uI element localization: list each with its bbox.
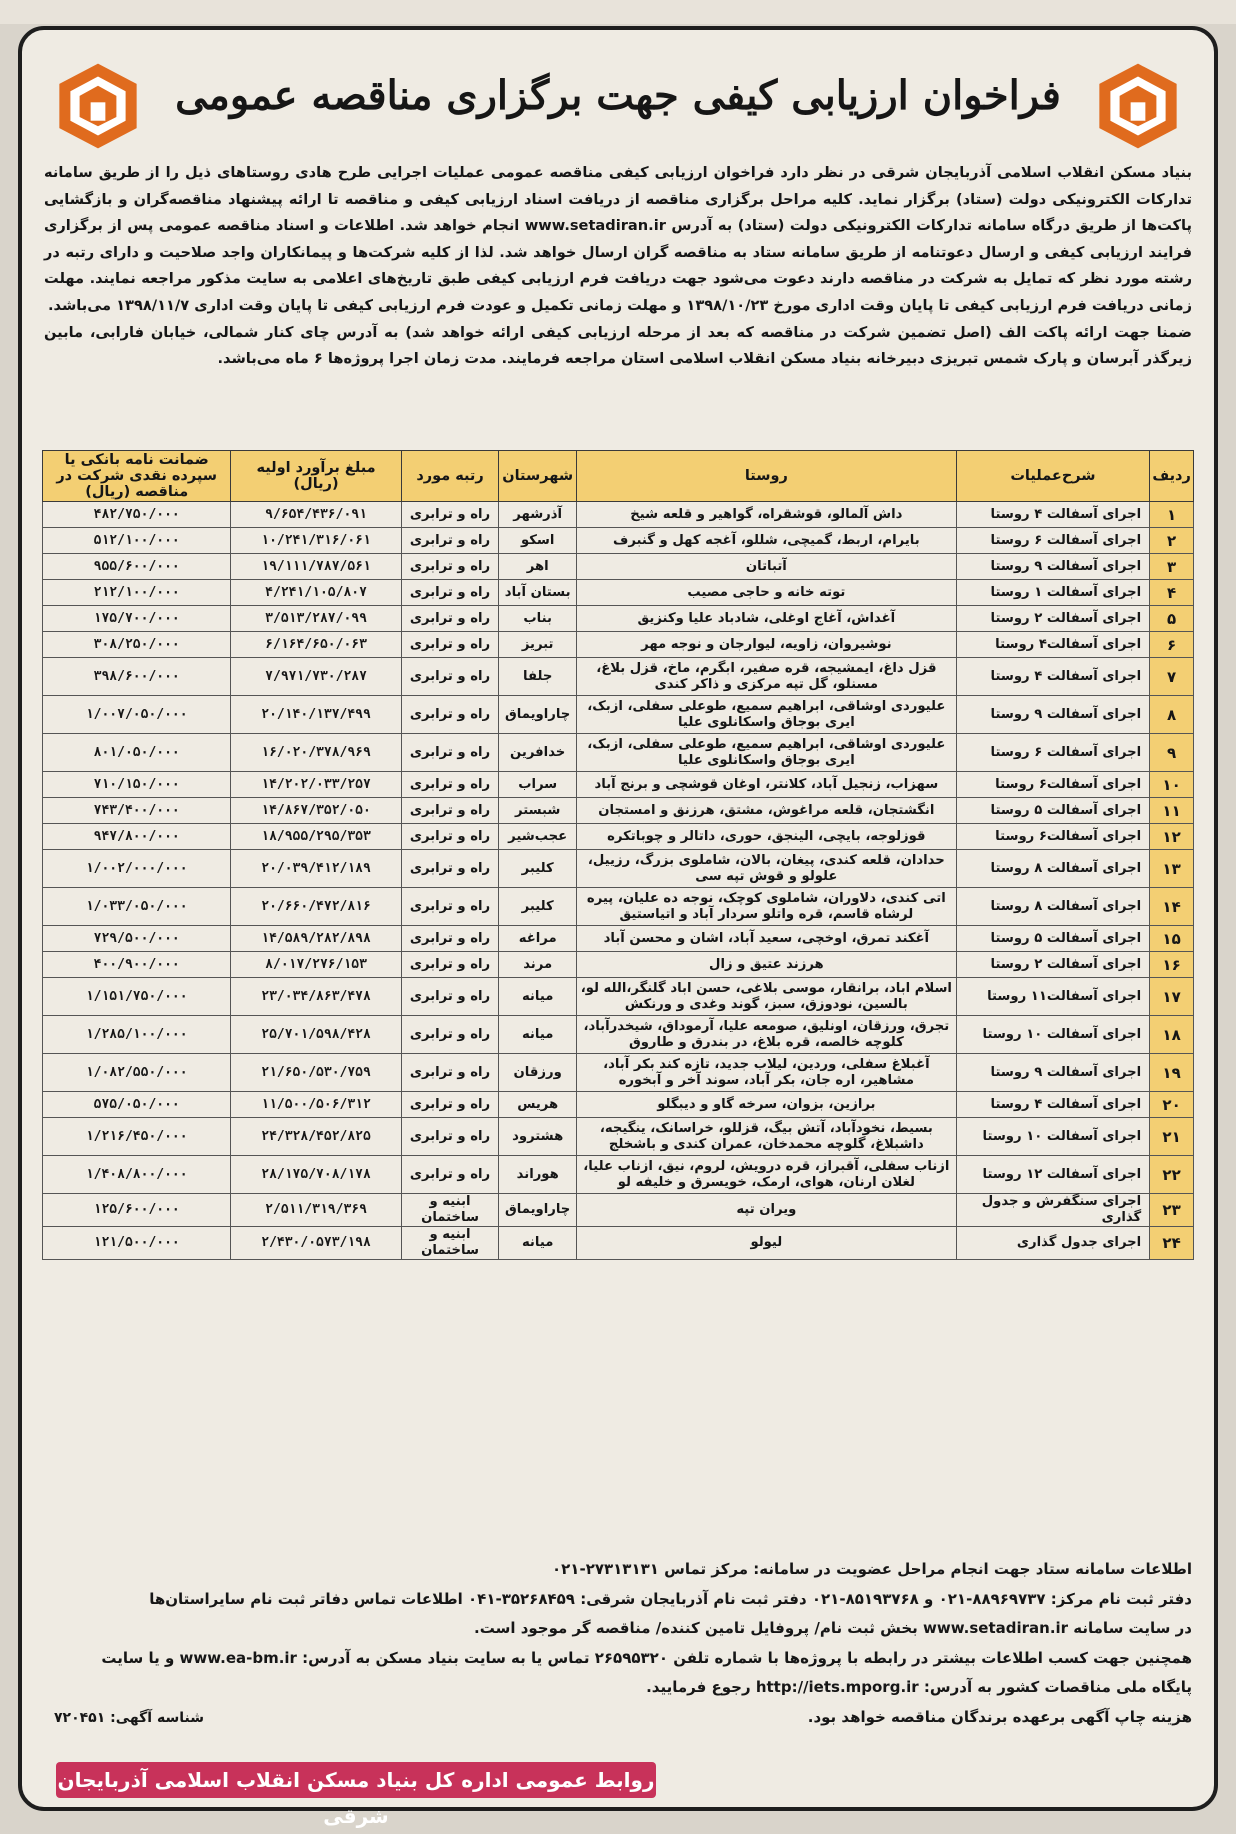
row-number-cell: ۱۹ [1150, 1054, 1194, 1092]
operation-cell: اجرای آسفالت ۹ روستا [956, 696, 1149, 734]
estimate-cell: ۷/۹۷۱/۷۳۰/۲۸۷ [231, 658, 401, 696]
guarantee-cell: ۷۲۹/۵۰۰/۰۰۰ [43, 926, 231, 952]
row-number-cell: ۲۰ [1150, 1092, 1194, 1118]
estimate-cell: ۱۶/۰۲۰/۳۷۸/۹۶۹ [231, 734, 401, 772]
grade-cell: راه و ترابری [401, 824, 499, 850]
village-cell: حدادان، قلعه کندی، پیغان، بالان، شاملوی بزرگ، رزییل، علولو و قوش تپه سی [576, 850, 956, 888]
county-cell: هشترود [499, 1118, 577, 1156]
guarantee-cell: ۹۵۵/۶۰۰/۰۰۰ [43, 554, 231, 580]
footer-line: هزینه چاپ آگهی برعهده برندگان مناقصه خواهد بود. [807, 1707, 1192, 1726]
operation-cell: اجرای آسفالت ۱۰ روستا [956, 1118, 1149, 1156]
operation-cell: اجرای آسفالت ۲ روستا [956, 952, 1149, 978]
table-row [43, 798, 1194, 824]
footer-line: همچنین جهت کسب اطلاعات بیشتر در رابطه با پروژه‌ها با شماره تلفن ۲۶۵۹۵۳۲۰ تماس یا به سایت بنیاد مسکن به آدرس: www.ea-bm.ir و یا سایت [101, 1648, 1192, 1667]
grade-cell: راه و ترابری [401, 502, 499, 528]
county-cell: شبستر [499, 798, 577, 824]
row-number-cell: ۱۳ [1150, 850, 1194, 888]
county-cell: اهر [499, 554, 577, 580]
guarantee-cell: ۱۲۱/۵۰۰/۰۰۰ [43, 1227, 231, 1260]
table-row [43, 1227, 1194, 1260]
guarantee-cell: ۳۹۸/۶۰۰/۰۰۰ [43, 658, 231, 696]
grade-cell: راه و ترابری [401, 632, 499, 658]
guarantee-cell: ۱/۰۳۳/۰۵۰/۰۰۰ [43, 888, 231, 926]
county-cell: هریس [499, 1092, 577, 1118]
guarantee-cell: ۱/۲۱۶/۴۵۰/۰۰۰ [43, 1118, 231, 1156]
county-cell: کلیبر [499, 850, 577, 888]
row-number-cell: ۳ [1150, 554, 1194, 580]
col-county: شهرستان [499, 451, 577, 502]
col-village: روستا [576, 451, 956, 502]
guarantee-cell: ۱/۰۰۲/۰۰۰/۰۰۰ [43, 850, 231, 888]
operation-cell: اجرای آسفالت ۹ روستا [956, 554, 1149, 580]
grade-cell: راه و ترابری [401, 658, 499, 696]
tender-table [42, 450, 1194, 1260]
table-row [43, 696, 1194, 734]
guarantee-cell: ۱۲۵/۶۰۰/۰۰۰ [43, 1194, 231, 1227]
operation-cell: اجرای آسفالت ۴ روستا [956, 502, 1149, 528]
footer-line: اطلاعات سامانه ستاد جهت انجام مراحل عضویت در سامانه: مرکز تماس ۲۷۳۱۳۱۳۱-۰۲۱ [551, 1560, 1192, 1578]
intro-text [44, 160, 1192, 373]
operation-cell: اجرای آسفالت ۹ روستا [956, 1054, 1149, 1092]
village-cell: اسلام اباد، برانقار، موسی بلاغی، حسن اباد گلنگر،الله لو، بالسین، نودوزق، سبز، گوند وغدی و ورنکش [576, 978, 956, 1016]
county-cell: چاراویماق [499, 1194, 577, 1227]
village-cell: لیولو [576, 1227, 956, 1260]
village-cell: برازین، بزوان، سرخه گاو و دیبگلو [576, 1092, 956, 1118]
table-row [43, 978, 1194, 1016]
operation-cell: اجرای جدول گذاری [956, 1227, 1149, 1260]
header [22, 50, 1214, 160]
row-number-cell: ۲۱ [1150, 1118, 1194, 1156]
grade-cell: راه و ترابری [401, 772, 499, 798]
village-cell: علیوردی اوشاقی، ابراهیم سمیع، طوعلی سفلی، ازبک، ایری بوجاق واسکانلوی علیا [576, 696, 956, 734]
grade-cell: راه و ترابری [401, 952, 499, 978]
operation-cell: اجرای آسفالت ۱۰ روستا [956, 1016, 1149, 1054]
grade-cell: راه و ترابری [401, 528, 499, 554]
operation-cell: اجرای آسفالت ۴ روستا [956, 658, 1149, 696]
estimate-cell: ۶/۱۶۴/۶۵۰/۰۶۳ [231, 632, 401, 658]
estimate-cell: ۲۵/۷۰۱/۵۹۸/۴۲۸ [231, 1016, 401, 1054]
table-row [43, 554, 1194, 580]
row-number-cell: ۹ [1150, 734, 1194, 772]
village-cell: بایرام، اربط، گمیچی، شللو، آغجه کهل و گنبرف [576, 528, 956, 554]
table-row [43, 772, 1194, 798]
operation-cell: اجرای آسفالت۴ روستا [956, 632, 1149, 658]
guarantee-cell: ۱/۴۰۸/۸۰۰/۰۰۰ [43, 1156, 231, 1194]
row-number-cell: ۱۸ [1150, 1016, 1194, 1054]
county-cell: مرند [499, 952, 577, 978]
table-row [43, 1092, 1194, 1118]
village-cell: داش آلمالو، قوشقراه، گواهیر و قلعه شیخ [576, 502, 956, 528]
guarantee-cell: ۷۴۳/۴۰۰/۰۰۰ [43, 798, 231, 824]
table-row [43, 606, 1194, 632]
operation-cell: اجرای آسفالت ۸ روستا [956, 888, 1149, 926]
guarantee-cell: ۹۴۷/۸۰۰/۰۰۰ [43, 824, 231, 850]
operation-cell: اجرای آسفالت ۶ روستا [956, 528, 1149, 554]
table-row [43, 1118, 1194, 1156]
top-margin [0, 0, 1236, 24]
village-cell: آغبلاغ سفلی، وردین، لیلاب جدید، تازه کند بکر آباد، مشاهیر، اره جان، بکر آباد، سوند آخر و آبخوره [576, 1054, 956, 1092]
guarantee-cell: ۳۰۸/۲۵۰/۰۰۰ [43, 632, 231, 658]
estimate-cell: ۱۹/۱۱۱/۷۸۷/۵۶۱ [231, 554, 401, 580]
operation-cell: اجرای آسفالت ۴ روستا [956, 1092, 1149, 1118]
table-row [43, 952, 1194, 978]
col-guarantee: ضمانت نامه بانکی یا سپرده نقدی شرکت در مناقصه (ریال) [43, 451, 231, 502]
village-cell: هرزند عتیق و زال [576, 952, 956, 978]
county-cell: عجب‌شیر [499, 824, 577, 850]
row-number-cell: ۲۴ [1150, 1227, 1194, 1260]
table-row [43, 502, 1194, 528]
table-body [43, 502, 1194, 1260]
page-title: فراخوان ارزیابی کیفی جهت برگزاری مناقصه عمومی [175, 72, 1061, 119]
estimate-cell: ۲۸/۱۷۵/۷۰۸/۱۷۸ [231, 1156, 401, 1194]
grade-cell: راه و ترابری [401, 888, 499, 926]
grade-cell: راه و ترابری [401, 554, 499, 580]
row-number-cell: ۲۳ [1150, 1194, 1194, 1227]
estimate-cell: ۱۰/۲۴۱/۳۱۶/۰۶۱ [231, 528, 401, 554]
village-cell: قوزلوجه، بایچی، الینجق، حوری، داتالر و چوباتکره [576, 824, 956, 850]
footer-text [44, 1555, 1192, 1732]
estimate-cell: ۳/۵۱۳/۲۸۷/۰۹۹ [231, 606, 401, 632]
village-cell: انگشتجان، قلعه مراغوش، مشتق، هرزنق و امستجان [576, 798, 956, 824]
table-row [43, 926, 1194, 952]
county-cell: جلفا [499, 658, 577, 696]
col-row-number: ردیف [1150, 451, 1194, 502]
estimate-cell: ۲۰/۱۴۰/۱۳۷/۴۹۹ [231, 696, 401, 734]
village-cell: آغداش، آغاج اوغلی، شادباد علیا وکنزیق [576, 606, 956, 632]
guarantee-cell: ۷۱۰/۱۵۰/۰۰۰ [43, 772, 231, 798]
operation-cell: اجرای آسفالت ۲ روستا [956, 606, 1149, 632]
grade-cell: راه و ترابری [401, 798, 499, 824]
footer-line: در سایت سامانه www.setadiran.ir بخش ثبت نام/ پروفایل تامین کننده/ مناقصه گر موجود است. [474, 1619, 1192, 1637]
county-cell: کلیبر [499, 888, 577, 926]
village-cell: سهزاب، زنجیل آباد، کلانتر، اوغان قوشچی و برنج آباد [576, 772, 956, 798]
village-cell: توته خانه و حاجی مصیب [576, 580, 956, 606]
table-row [43, 658, 1194, 696]
guarantee-cell: ۱/۰۰۷/۰۵۰/۰۰۰ [43, 696, 231, 734]
estimate-cell: ۸/۰۱۷/۲۷۶/۱۵۳ [231, 952, 401, 978]
operation-cell: اجرای آسفالت ۸ روستا [956, 850, 1149, 888]
operation-cell: اجرای آسفالت ۵ روستا [956, 798, 1149, 824]
operation-cell: اجرای آسفالت۶ روستا [956, 772, 1149, 798]
row-number-cell: ۸ [1150, 696, 1194, 734]
row-number-cell: ۱۷ [1150, 978, 1194, 1016]
county-cell: میانه [499, 1016, 577, 1054]
row-number-cell: ۴ [1150, 580, 1194, 606]
intro-paragraph: ضمنا جهت ارائه پاکت الف (اصل تضمین شرکت در مناقصه که بعد از مرحله ارزیابی کیفی ارائه خواهد شد) به آدرس چای کنار شمالی، خیابان فارابی، مابین زیرگذر آبرسان و پارک شمس تبریزی دبیرخانه بنیاد مسکن انقلاب اسلامی استان مراجعه فرمایند. مدت زمان اجرا پروژه‌ها ۶ ماه می‌باشد. [44, 323, 1192, 368]
grade-cell: راه و ترابری [401, 1156, 499, 1194]
grade-cell: راه و ترابری [401, 1054, 499, 1092]
county-cell: خدافرین [499, 734, 577, 772]
county-cell: مراغه [499, 926, 577, 952]
table-row [43, 1194, 1194, 1227]
village-cell: ویران تپه [576, 1194, 956, 1227]
estimate-cell: ۲۱/۶۵۰/۵۳۰/۷۵۹ [231, 1054, 401, 1092]
county-cell: سراب [499, 772, 577, 798]
estimate-cell: ۱۴/۸۶۷/۳۵۲/۰۵۰ [231, 798, 401, 824]
housing-foundation-logo-icon [52, 60, 144, 152]
row-number-cell: ۲۲ [1150, 1156, 1194, 1194]
guarantee-cell: ۱/۱۵۱/۷۵۰/۰۰۰ [43, 978, 231, 1016]
table-header-row [43, 451, 1194, 502]
guarantee-cell: ۵۷۵/۰۵۰/۰۰۰ [43, 1092, 231, 1118]
grade-cell: راه و ترابری [401, 580, 499, 606]
village-cell: تجرق، ورزقان، اونلیق، صومعه علیا، آرموداق، شیخدرآباد، کلوچه خالصه، قره بلاغ، در بندرق و طاروق [576, 1016, 956, 1054]
village-cell: بسیط، نخودآباد، آتش بیگ، قزللو، خراسانک، ینگیجه، داشبلاغ، گلوچه محمدخان، عمران کندی و باشخلج [576, 1118, 956, 1156]
intro-paragraph: بنیاد مسکن انقلاب اسلامی آذربایجان شرقی در نظر دارد فراخوان ارزیابی کیفی مناقصه عمومی عملیات اجرایی طرح هادی روستاهای ذیل را از طریق سامانه تدارکات الکترونیکی دولت (ستاد) برگزار نماید. کلیه مراحل برگزاری مناقصه از دریافت اسناد ارزیابی کیفی و مناقصه تا ارائه پیشنهاد مناقصه‌گران و بازگشایی پاکت‌ها از طریق درگاه سامانه تدارکات الکترونیکی دولت (ستاد) به آدرس www.setadiran.ir انجام خواهد شد. اطلاعات و اسناد مناقصه عمومی پس از برگزاری فرایند ارزیابی کیفی و ارسال دعوتنامه از طریق سامانه ستاد به مناقصه گران ارسال خواهد شد. لذا از کلیه شرکت‌ها و پیمانکاران واجد صلاحیت و دارای رتبه در رشته مورد نظر که تمایل به شرکت در مناقصه دارند دعوت می‌شود جهت دریافت فرم ارزیابی کیفی طبق تاریخ‌های اعلامی به سایت مذکور مراجعه نمایند. مهلت زمانی دریافت فرم ارزیابی کیفی تا پایان وقت اداری مورخ ۱۳۹۸/۱۰/۲۳ و مهلت زمانی تکمیل و عودت فرم ارزیابی کیفی تا پایان وقت اداری ۱۳۹۸/۱۱/۷ می‌باشد. [44, 164, 1192, 314]
village-cell: قزل داغ، ایمشیجه، قره صفیر، ابگرم، ماخ، قزل بلاغ، مسنلو، گل تپه مرکزی و ذاکر کندی [576, 658, 956, 696]
operation-cell: اجرای سنگفرش و جدول گذاری [956, 1194, 1149, 1227]
operation-cell: اجرای آسفالت ۵ روستا [956, 926, 1149, 952]
county-cell: اسکو [499, 528, 577, 554]
grade-cell: راه و ترابری [401, 1118, 499, 1156]
county-cell: بستان آباد [499, 580, 577, 606]
estimate-cell: ۴/۲۴۱/۱۰۵/۸۰۷ [231, 580, 401, 606]
grade-cell: راه و ترابری [401, 734, 499, 772]
row-number-cell: ۶ [1150, 632, 1194, 658]
table-row [43, 1016, 1194, 1054]
grade-cell: راه و ترابری [401, 850, 499, 888]
footer-line: دفتر ثبت نام مرکز: ۸۸۹۶۹۷۳۷-۰۲۱ و ۸۵۱۹۳۷۶۸-۰۲۱ دفتر ثبت نام آذربایجان شرقی: ۳۵۲۶۸۴۵۹-۰۴۱ اطلاعات تماس دفاتر ثبت نام سایراستان‌ها [149, 1589, 1192, 1608]
grade-cell: راه و ترابری [401, 606, 499, 632]
county-cell: میانه [499, 1227, 577, 1260]
table-row [43, 734, 1194, 772]
operation-cell: اجرای آسفالت ۱۲ روستا [956, 1156, 1149, 1194]
county-cell: تبریز [499, 632, 577, 658]
advertisement-frame [18, 26, 1218, 1828]
county-cell: چاراویماق [499, 696, 577, 734]
row-number-cell: ۲ [1150, 528, 1194, 554]
estimate-cell: ۱۴/۵۸۹/۲۸۲/۸۹۸ [231, 926, 401, 952]
estimate-cell: ۱۱/۵۰۰/۵۰۶/۳۱۲ [231, 1092, 401, 1118]
row-number-cell: ۱ [1150, 502, 1194, 528]
table-row [43, 888, 1194, 926]
table-row [43, 1054, 1194, 1092]
estimate-cell: ۲۰/۰۳۹/۴۱۲/۱۸۹ [231, 850, 401, 888]
village-cell: آغکند تمرق، اوخچی، سعید آباد، اشان و محسن آباد [576, 926, 956, 952]
grade-cell: ابنیه و ساختمان [401, 1227, 499, 1260]
estimate-cell: ۲۰/۶۶۰/۴۷۲/۸۱۶ [231, 888, 401, 926]
grade-cell: راه و ترابری [401, 1092, 499, 1118]
table-row [43, 824, 1194, 850]
guarantee-cell: ۱/۲۸۵/۱۰۰/۰۰۰ [43, 1016, 231, 1054]
grade-cell: راه و ترابری [401, 696, 499, 734]
grade-cell: ابنیه و ساختمان [401, 1194, 499, 1227]
col-operation: شرح‌عملیات [956, 451, 1149, 502]
row-number-cell: ۱۱ [1150, 798, 1194, 824]
estimate-cell: ۹/۶۵۴/۴۳۶/۰۹۱ [231, 502, 401, 528]
village-cell: ازناب سفلی، آقبراز، قره درویش، لروم، نیق، ازناب علیا، لغلان ارنان، هوای، ارمک، خویسرق و خلیفه لو [576, 1156, 956, 1194]
row-number-cell: ۵ [1150, 606, 1194, 632]
row-number-cell: ۱۲ [1150, 824, 1194, 850]
estimate-cell: ۱۸/۹۵۵/۲۹۵/۳۵۳ [231, 824, 401, 850]
grade-cell: راه و ترابری [401, 926, 499, 952]
estimate-cell: ۲۴/۳۲۸/۴۵۲/۸۲۵ [231, 1118, 401, 1156]
ad-id: شناسه آگهی: ۷۲۰۴۵۱ [54, 1710, 204, 1726]
village-cell: اتی کندی، دلاوران، شاملوی کوچک، نوجه ده علیان، پیره لرشاه قاسم، قره واتلو سردار آباد و اتیاستیق [576, 888, 956, 926]
table-row [43, 1156, 1194, 1194]
estimate-cell: ۲۳/۰۳۴/۸۶۳/۴۷۸ [231, 978, 401, 1016]
col-grade: رتبه مورد [401, 451, 499, 502]
operation-cell: اجرای آسفالت ۶ روستا [956, 734, 1149, 772]
operation-cell: اجرای آسفالت۱۱ روستا [956, 978, 1149, 1016]
operation-cell: اجرای آسفالت ۱ روستا [956, 580, 1149, 606]
table-row [43, 528, 1194, 554]
grade-cell: راه و ترابری [401, 1016, 499, 1054]
estimate-cell: ۲/۵۱۱/۳۱۹/۳۶۹ [231, 1194, 401, 1227]
footer-line: پایگاه ملی مناقصات کشور به آدرس: http://iets.mporg.ir رجوع فرمایید. [646, 1678, 1192, 1696]
row-number-cell: ۱۰ [1150, 772, 1194, 798]
guarantee-cell: ۴۸۲/۷۵۰/۰۰۰ [43, 502, 231, 528]
guarantee-cell: ۱/۰۸۲/۵۵۰/۰۰۰ [43, 1054, 231, 1092]
county-cell: آذرشهر [499, 502, 577, 528]
county-cell: بناب [499, 606, 577, 632]
county-cell: میانه [499, 978, 577, 1016]
estimate-cell: ۱۴/۲۰۲/۰۳۳/۲۵۷ [231, 772, 401, 798]
row-number-cell: ۱۴ [1150, 888, 1194, 926]
row-number-cell: ۱۵ [1150, 926, 1194, 952]
village-cell: آتباتان [576, 554, 956, 580]
table-row [43, 580, 1194, 606]
guarantee-cell: ۸۰۱/۰۵۰/۰۰۰ [43, 734, 231, 772]
housing-foundation-logo-icon [1092, 60, 1184, 152]
estimate-cell: ۲/۴۳۰/۰۵۷۳/۱۹۸ [231, 1227, 401, 1260]
row-number-cell: ۱۶ [1150, 952, 1194, 978]
guarantee-cell: ۱۷۵/۷۰۰/۰۰۰ [43, 606, 231, 632]
operation-cell: اجرای آسفالت۶ روستا [956, 824, 1149, 850]
row-number-cell: ۷ [1150, 658, 1194, 696]
village-cell: علیوردی اوشاقی، ابراهیم سمیع، طوعلی سفلی، ازبک، ایری بوجاق واسکانلوی علیا [576, 734, 956, 772]
public-relations-banner: روابط عمومی اداره کل بنیاد مسکن انقلاب اسلامی آذربایجان شرقی [56, 1762, 656, 1798]
county-cell: ورزقان [499, 1054, 577, 1092]
guarantee-cell: ۲۱۲/۱۰۰/۰۰۰ [43, 580, 231, 606]
village-cell: نوشیروان، زاویه، لیوارجان و نوجه مهر [576, 632, 956, 658]
guarantee-cell: ۵۱۲/۱۰۰/۰۰۰ [43, 528, 231, 554]
table-row [43, 632, 1194, 658]
grade-cell: راه و ترابری [401, 978, 499, 1016]
col-estimate: مبلغ برآورد اولیه (ریال) [231, 451, 401, 502]
guarantee-cell: ۴۰۰/۹۰۰/۰۰۰ [43, 952, 231, 978]
county-cell: هوراند [499, 1156, 577, 1194]
table-row [43, 850, 1194, 888]
